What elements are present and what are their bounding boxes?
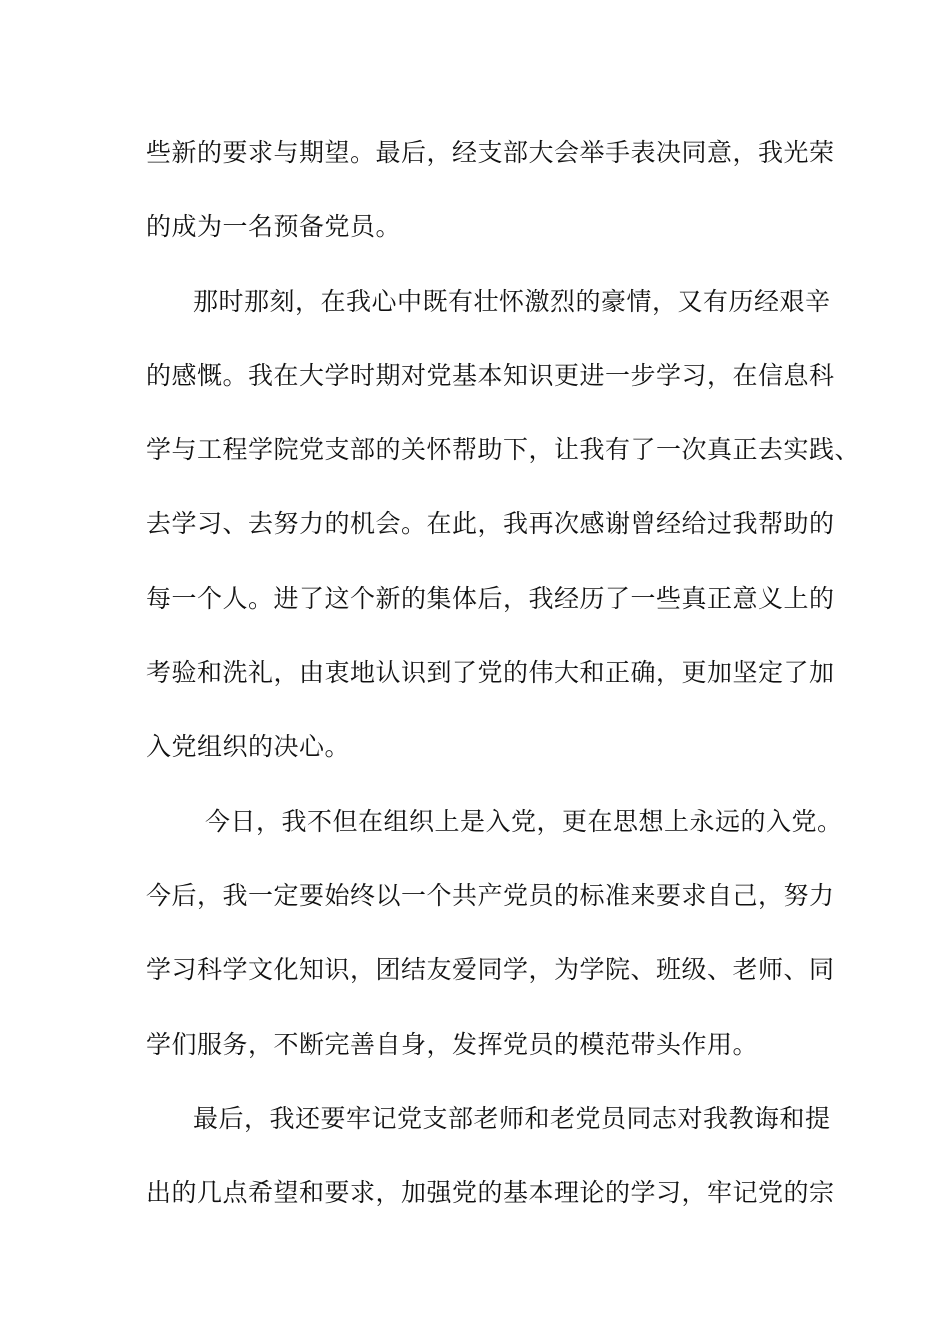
text-line: 的感慨。我在大学时期对党基本知识更进一步学习，在信息科 xyxy=(146,361,835,390)
text-line: 的成为一名预备党员。 xyxy=(146,212,402,241)
text-line: 每一个人。进了这个新的集体后，我经历了一些真正意义上的 xyxy=(146,584,835,613)
text-line: 出的几点希望和要求，加强党的基本理论的学习，牢记党的宗 xyxy=(146,1178,835,1207)
text-line: 学与工程学院党支部的关怀帮助下，让我有了一次真正去实践、 xyxy=(146,435,861,464)
text-line: 学们服务，不断完善自身，发挥党员的模范带头作用。 xyxy=(146,1030,759,1059)
text-line: 今后，我一定要始终以一个共产党员的标准来要求自己，努力 xyxy=(146,881,835,910)
text-line: 去学习、去努力的机会。在此，我再次感谢曾经给过我帮助的 xyxy=(146,509,835,538)
text-line: 些新的要求与期望。最后，经支部大会举手表决同意，我光荣 xyxy=(146,138,835,167)
text-line: 考验和洗礼，由衷地认识到了党的伟大和正确，更加坚定了加 xyxy=(146,658,835,687)
paragraph-start-line: 今日，我不但在组织上是入党，更在思想上永远的入党。 xyxy=(205,807,843,836)
text-line: 学习科学文化知识，团结友爱同学，为学院、班级、老师、同 xyxy=(146,955,835,984)
text-line: 入党组织的决心。 xyxy=(146,732,351,761)
paragraph-start-line: 那时那刻，在我心中既有壮怀激烈的豪情，又有历经艰辛 xyxy=(193,287,831,316)
paragraph-start-line: 最后，我还要牢记党支部老师和老党员同志对我教诲和提 xyxy=(193,1104,831,1133)
